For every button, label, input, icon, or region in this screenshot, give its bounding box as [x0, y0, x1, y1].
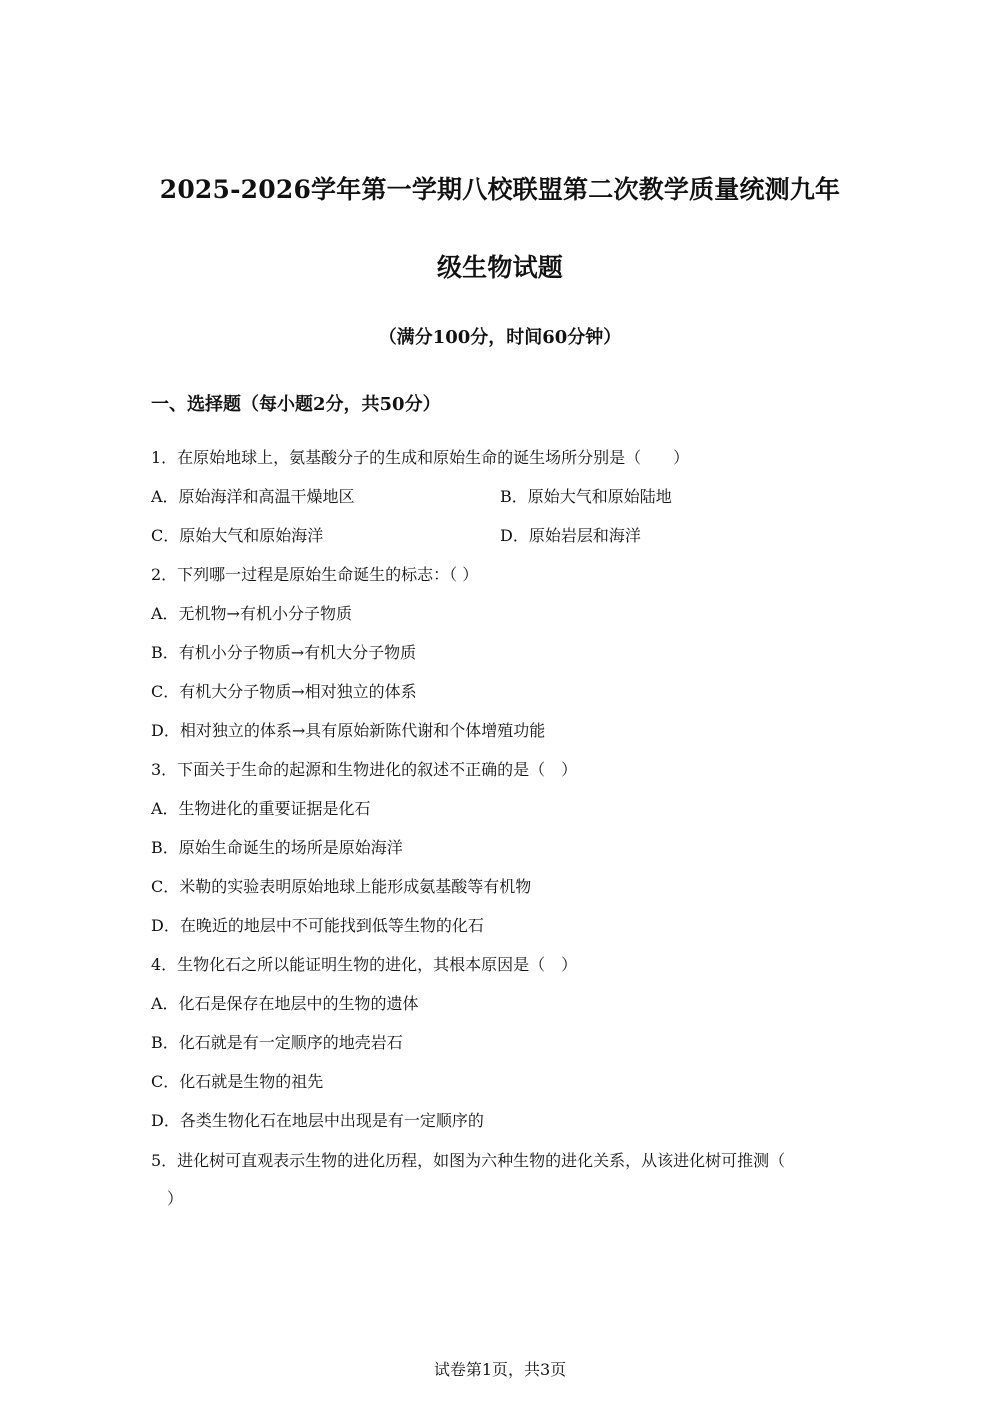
question-4-option-d: D．各类生物化石在地层中出现是有一定顺序的 [151, 1111, 484, 1130]
question-3-option-d: D．在晚近的地层中不可能找到低等生物的化石 [151, 916, 484, 935]
question-4-stem: 4．生物化石之所以能证明生物的进化，其根本原因是（ ） [151, 955, 578, 974]
section-heading: 一、选择题（每小题2分，共50分） [151, 394, 441, 415]
question-3-stem: 3．下面关于生命的起源和生物进化的叙述不正确的是（ ） [151, 760, 578, 779]
exam-title-line2: 级生物试题 [436, 253, 563, 282]
exam-title-line1: 2025-2026学年第一学期八校联盟第二次教学质量统测九年 [159, 175, 841, 204]
question-4-option-a: A．化石是保存在地层中的生物的遗体 [151, 994, 419, 1013]
question-3-option-b: B．原始生命诞生的场所是原始海洋 [151, 838, 403, 857]
exam-subtitle: （满分100分，时间60分钟） [378, 327, 622, 348]
question-2-option-c: C．有机大分子物质→相对独立的体系 [151, 682, 417, 701]
question-2-option-d: D．相对独立的体系→具有原始新陈代谢和个体增殖功能 [151, 721, 546, 740]
question-2-option-a: A．无机物→有机小分子物质 [151, 604, 352, 623]
question-1-option-c: C．原始大气和原始海洋 [151, 526, 324, 545]
question-4-option-c: C．化石就是生物的祖先 [151, 1072, 324, 1091]
question-2-stem: 2．下列哪一过程是原始生命诞生的标志：（ ） [151, 565, 479, 584]
question-1-option-a: A．原始海洋和高温干燥地区 [151, 487, 355, 506]
question-1-option-d: D．原始岩层和海洋 [500, 526, 641, 545]
question-1-option-b: B．原始大气和原始陆地 [500, 487, 672, 506]
question-5-stem: 5．进化树可直观表示生物的进化历程，如图为六种生物的进化关系，从该进化树可推测（ [151, 1151, 786, 1170]
question-1-stem: 1．在原始地球上，氨基酸分子的生成和原始生命的诞生场所分别是（ ） [151, 448, 690, 467]
question-3-option-a: A．生物进化的重要证据是化石 [151, 799, 371, 818]
question-2-option-b: B．有机小分子物质→有机大分子物质 [151, 643, 417, 662]
question-5-stem-continued: ） [151, 1189, 184, 1208]
page-footer: 试卷第1页，共3页 [433, 1360, 567, 1379]
question-3-option-c: C．米勒的实验表明原始地球上能形成氨基酸等有机物 [151, 877, 532, 896]
question-4-option-b: B．化石就是有一定顺序的地壳岩石 [151, 1033, 403, 1052]
